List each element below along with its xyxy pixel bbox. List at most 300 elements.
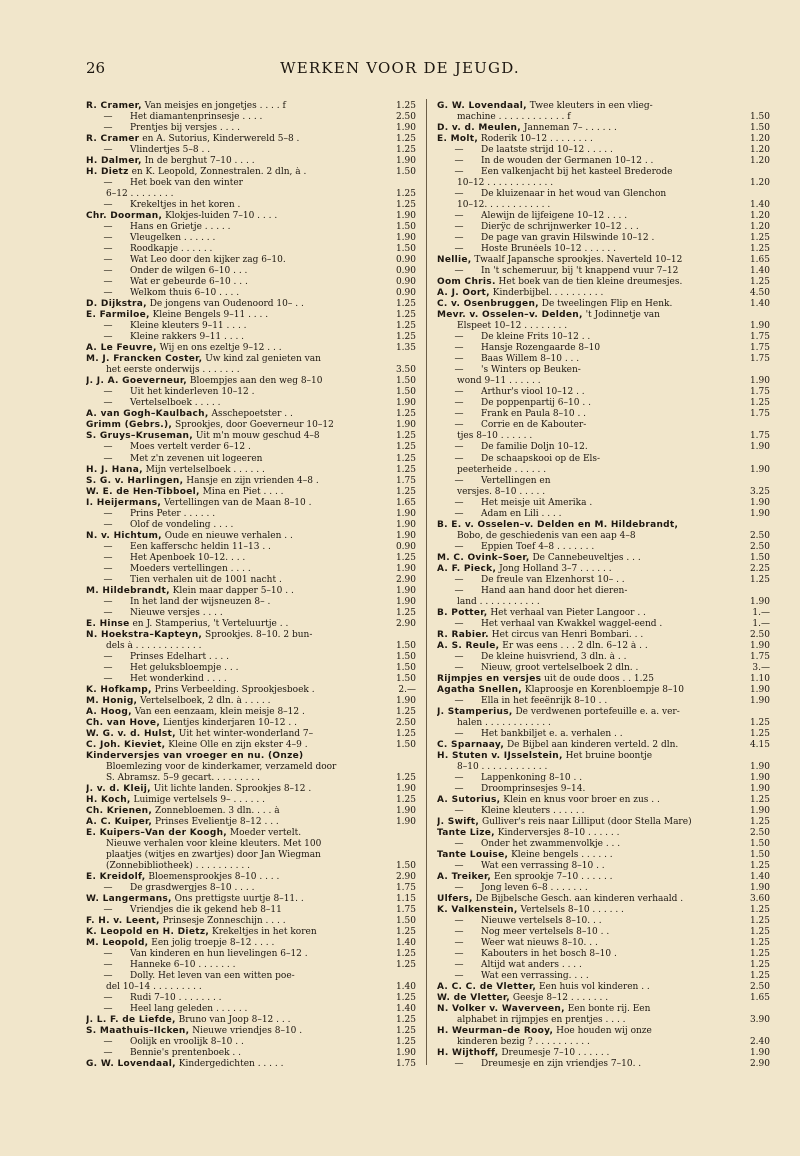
entry-text	[86, 354, 378, 365]
entry-author: A. C. C. de Vletter,	[437, 982, 537, 993]
entry-price: 1.25	[395, 607, 416, 618]
entry-text	[437, 553, 732, 564]
entry-text: — Een valkenjacht bij het kasteel Brederode	[454, 167, 673, 178]
entry-price: 1.25	[395, 310, 416, 321]
entry-title: Luimige vertelsels 9– . . . . . .	[133, 794, 265, 805]
entry-price: 2.90	[395, 618, 416, 629]
entry-author: C. Joh. Kieviet,	[86, 739, 166, 750]
entry-text	[437, 376, 732, 387]
entry-title: Het diamantenprinsesje . . . .	[130, 112, 263, 123]
entry-price: 1.25	[395, 189, 416, 200]
entry-title: Moes vertelt verder 6–12 .	[130, 442, 251, 453]
entry-title: Krekeltjes in het koren .	[130, 200, 241, 211]
catalogue-entry	[437, 553, 770, 564]
entry-title: del 10–14 . . . . . . . . .	[106, 982, 202, 993]
catalogue-entry	[86, 883, 416, 894]
entry-title: In het land der wijsneuzen 8– .	[130, 596, 271, 607]
entry-price: 1.25	[749, 916, 770, 927]
catalogue-entry	[437, 200, 770, 211]
entry-price: 1.25	[749, 244, 770, 255]
catalogue-entry	[86, 487, 416, 498]
entry-title: Dierÿc de schrijnwerker 10–12 . . .	[481, 222, 639, 233]
entry-price: 1.90	[395, 519, 416, 530]
entry-title: De kleine huisvriend, 3 dln. à . .	[481, 651, 627, 662]
entry-price: 1.25	[395, 927, 416, 938]
entry-price: 1.25	[395, 321, 416, 332]
entry-author: A. J. Oort,	[437, 288, 490, 299]
catalogue-entry	[437, 476, 770, 487]
catalogue-entry	[437, 465, 770, 476]
entry-author: W. E. de Hen-Tibboel,	[86, 486, 200, 497]
catalogue-entry	[86, 299, 416, 310]
entry-author: F. H. v. Leent,	[86, 916, 160, 927]
catalogue-entry	[86, 839, 416, 850]
entry-title: Weer wat nieuws 8–10. . .	[481, 938, 598, 949]
entry-author: K. Leopold en H. Dietz,	[86, 927, 210, 938]
entry-text: — Hans en Grietje . . . . .	[103, 222, 231, 233]
entry-author: J. L. F. de Liefde,	[86, 1015, 176, 1026]
entry-price: 1.15	[395, 894, 416, 905]
entry-price: 1.25	[395, 486, 416, 497]
catalogue-entry	[437, 431, 770, 442]
entry-price: 1.90	[395, 817, 416, 828]
entry-price: 2.50	[749, 982, 770, 993]
entry-price: 1.50	[395, 651, 416, 662]
entry-text	[86, 982, 378, 993]
entry-text: — Het Apenboek 10–12. . . .	[103, 552, 246, 563]
entry-text	[86, 828, 378, 839]
entry-text: — Tien verhalen uit de 1001 nacht .	[103, 574, 282, 585]
entry-price: 1.25	[395, 299, 416, 310]
catalogue-entry	[437, 167, 770, 178]
entry-text	[86, 1059, 378, 1070]
catalogue-entry	[86, 134, 416, 145]
entry-title: Het verhaal van Kwakkel waggel-eend .	[481, 618, 663, 629]
catalogue-entry	[86, 971, 416, 982]
entry-text: — Alewijn de lijfeigene 10–12 . . . .	[454, 211, 628, 222]
entry-text	[86, 641, 378, 652]
entry-price: 2.50	[749, 828, 770, 839]
entry-text: — Wat Leo door den kijker zag 6–10.	[103, 255, 286, 266]
entry-title: 8–10 . . . . . . . . . . . .	[457, 761, 548, 772]
entry-title: S. Abramsz. 5–9 gecart. . . . . . . . .	[106, 772, 260, 783]
entry-text	[437, 101, 732, 112]
catalogue-entry	[437, 982, 770, 993]
entry-text: — Dolly. Het leven van een witten poe-	[103, 971, 295, 982]
entry-author: R. Rabier.	[437, 629, 489, 640]
catalogue-entry	[86, 1037, 416, 1048]
entry-text: — Wat een verrassing 8–10 . .	[454, 861, 605, 872]
entry-text: — De page van gravin Hilswinde 10–12 .	[454, 233, 655, 244]
entry-text	[437, 982, 732, 993]
catalogue-entry	[86, 586, 416, 597]
entry-title: Vleugelken . . . . . .	[130, 233, 216, 244]
entry-price: 1.40	[749, 872, 770, 883]
entry-author: W. de Vletter,	[437, 993, 511, 1004]
left-column	[86, 101, 416, 1070]
entry-price: 1.90	[395, 596, 416, 607]
entry-price: 3.—	[752, 662, 770, 673]
entry-author: D. v. d. Meulen,	[437, 123, 521, 134]
entry-price: 1.90	[395, 123, 416, 134]
entry-price: 3.90	[749, 1015, 770, 1026]
entry-title: Frank en Paula 8–10 . .	[481, 409, 587, 420]
entry-price: 2.—	[398, 684, 416, 695]
entry-title: Kinderbijbel. . . . . . . . . .	[492, 288, 604, 299]
catalogue-entry	[437, 564, 770, 575]
entry-price: 1.25	[395, 453, 416, 464]
entry-author: Chr. Doorman,	[86, 211, 163, 222]
entry-text: — Rudi 7–10 . . . . . . . .	[103, 993, 222, 1004]
entry-author: S. Gruys–Kruseman,	[86, 431, 193, 442]
entry-text: — Heel lang geleden . . . . . .	[103, 1004, 248, 1015]
catalogue-entry	[86, 431, 416, 442]
entry-text	[437, 872, 732, 883]
entry-text	[86, 751, 378, 762]
catalogue-entry	[86, 376, 416, 387]
entry-price: 1.20	[749, 211, 770, 222]
entry-price: 2.50	[395, 717, 416, 728]
entry-title: Er was eens . . . 2 dln. 6–12 à . .	[502, 640, 648, 651]
entry-text	[86, 420, 378, 431]
entry-price: 1.20	[749, 222, 770, 233]
entry-price: 1.35	[395, 343, 416, 354]
entry-title: Droomprinsesjes 9–14.	[481, 783, 586, 794]
entry-text: — Ella in het feeënrijk 8–10 . .	[454, 695, 608, 706]
entry-author: B. E. v. Osselen–v. Delden en M. Hildebrandt,	[437, 519, 679, 530]
entry-author: A. C. Kuiper,	[86, 817, 153, 828]
entry-price: 1.50	[395, 167, 416, 178]
catalogue-entry	[437, 343, 770, 354]
entry-title: halen . . . . . . . . . . . .	[457, 717, 551, 728]
catalogue-entry	[437, 288, 770, 299]
entry-text: — Prinses Edelhart . . . .	[103, 651, 229, 662]
entry-price: 1.90	[749, 772, 770, 783]
entry-text: — 's Winters op Beuken-	[454, 365, 581, 376]
entry-text	[86, 894, 378, 905]
catalogue-entry	[437, 674, 770, 685]
entry-price: 1.90	[749, 695, 770, 706]
catalogue-entry	[437, 993, 770, 1004]
entry-title: Hoste Brunéels 10–12 . . . . . .	[481, 244, 616, 255]
entry-text	[437, 608, 732, 619]
entry-text: — Oolijk en vroolijk 8–10 . .	[103, 1037, 244, 1048]
entry-text	[437, 718, 732, 729]
catalogue-entry	[86, 597, 416, 608]
entry-price: 1.90	[749, 596, 770, 607]
entry-text: — Nieuw, groot vertelselboek 2 dln. .	[454, 662, 639, 673]
entry-author: E. Molt,	[437, 134, 479, 145]
entry-text: — In de wouden der Germanen 10–12 . .	[454, 156, 654, 167]
catalogue-entry	[86, 454, 416, 465]
catalogue-entry	[86, 288, 416, 299]
entry-price: 1.25	[395, 101, 416, 111]
entry-text	[437, 751, 732, 762]
entry-title: Hansje en zijn vrienden 4–8 .	[186, 475, 319, 486]
entry-price: 1.50	[395, 222, 416, 233]
catalogue-entry	[437, 1048, 770, 1059]
entry-title: Nieuwe vriendjes 8–10 .	[192, 1026, 303, 1037]
catalogue-entry	[86, 476, 416, 487]
entry-title: Wat Leo door den kijker zag 6–10.	[130, 255, 286, 266]
entry-text: — Lappenkoning 8–10 . .	[454, 772, 583, 783]
catalogue-entry	[86, 409, 416, 420]
entry-title: Dreumesje en zijn vriendjes 7–10. .	[481, 1059, 642, 1070]
catalogue-entry	[437, 861, 770, 872]
entry-price: 1.90	[749, 376, 770, 387]
entry-text	[86, 916, 378, 927]
catalogue-entry	[86, 696, 416, 707]
entry-title: Prinsesje Zonneschijn . . . .	[162, 916, 286, 927]
entry-text: — Wat een verrassing. . . .	[454, 971, 589, 982]
entry-text	[437, 1037, 732, 1048]
entry-author: E. Hinse	[86, 618, 130, 629]
entry-title: plaatjes (witjes en zwartjes) door Jan Wiegman	[106, 850, 321, 861]
catalogue-entry	[437, 1026, 770, 1037]
entry-text: — Welkom thuis 6–10 . . . .	[103, 288, 240, 299]
entry-text: — Droomprinsesjes 9–14.	[454, 783, 586, 794]
entry-price: 1.25	[749, 794, 770, 805]
entry-author: H. Dietz	[86, 167, 129, 178]
entry-text	[437, 828, 732, 839]
entry-author: S. Maathuis–Ilcken,	[86, 1026, 190, 1037]
entry-text: — Jong leven 6–8 . . . . . . .	[454, 883, 588, 894]
entry-text: — De familie Doljn 10–12.	[454, 442, 588, 453]
entry-text	[437, 465, 732, 476]
entry-title: In 't schemeruur, bij 't knappend vuur 7–12	[481, 266, 679, 277]
entry-price: 1.25	[395, 431, 416, 442]
entry-title: Vertellingen van de Maan 8–10 .	[163, 497, 312, 508]
entry-author: N. Hoekstra–Kapteyn,	[86, 629, 203, 640]
entry-title: Vriendjes die ik gekend heb 8–11	[130, 905, 282, 916]
entry-price: 1.40	[395, 1004, 416, 1015]
entry-title: Twaalf Japansche sprookjes. Naverteld 10–12	[474, 255, 683, 266]
entry-price: 1.25	[395, 464, 416, 475]
entry-title: In de berghut 7–10 . . . .	[144, 156, 255, 167]
catalogue-entry	[437, 332, 770, 343]
entry-price: 1.90	[749, 464, 770, 475]
entry-text	[437, 112, 732, 123]
entry-text	[86, 839, 378, 850]
catalogue-entry	[437, 233, 770, 244]
entry-text	[437, 321, 732, 332]
entry-title: Oolijk en vroolijk 8–10 . .	[130, 1037, 244, 1048]
catalogue-entry	[86, 167, 416, 178]
entry-title: Sprookjes, door Goeverneur 10–12	[174, 420, 334, 431]
entry-author: A. van Gogh–Kaulbach,	[86, 409, 209, 420]
entry-title: Olof de vondeling . . . .	[130, 519, 234, 530]
entry-price: 1.90	[749, 783, 770, 794]
entry-text	[86, 729, 378, 740]
entry-text	[437, 531, 732, 542]
entry-price: 1.25	[395, 134, 416, 145]
catalogue-entry	[437, 531, 770, 542]
entry-text: — Roodkapje . . . . . .	[103, 244, 213, 255]
entry-title: Bobo, de geschiedenis van een aap 4–8	[457, 530, 636, 541]
entry-title: Tien verhalen uit de 1001 nacht .	[130, 574, 282, 585]
entry-title: Prinses Evelientje 8–12 . . .	[155, 817, 279, 828]
entry-price: 1.25	[749, 398, 770, 409]
entry-price: 1.25	[749, 728, 770, 739]
catalogue-entry	[86, 211, 416, 222]
entry-price: 1.10	[749, 673, 770, 684]
entry-text: — Frank en Paula 8–10 . .	[454, 409, 587, 420]
entry-title: 't Jodinnetje van	[585, 310, 660, 321]
entry-text	[86, 861, 378, 872]
left-column-entries	[86, 101, 416, 1070]
entry-price: 1.75	[749, 409, 770, 420]
entry-text: — Prins Peter . . . . . .	[103, 508, 216, 519]
catalogue-entry	[437, 266, 770, 277]
entry-author: Tante Louise,	[437, 850, 509, 861]
entry-title: Altijd wat anders . . . .	[481, 960, 582, 971]
entry-price: 2.50	[395, 112, 416, 123]
entry-text	[86, 707, 378, 718]
entry-price: 1.65	[749, 993, 770, 1004]
entry-author: M. C. Ovink–Soer,	[437, 552, 530, 563]
entry-text	[86, 343, 378, 354]
entry-price: 1.25	[749, 949, 770, 960]
entry-price: 1.90	[395, 563, 416, 574]
entry-price: 1.25	[749, 905, 770, 916]
entry-title: Krekeltjes in het koren	[211, 927, 317, 938]
catalogue-entry	[437, 960, 770, 971]
entry-author: J. v. d. Kleij,	[86, 783, 151, 794]
catalogue-entry	[437, 123, 770, 134]
entry-title: (Zonnebibliotheek) . . . . . . . . . .	[106, 861, 250, 872]
entry-price: 1.90	[395, 783, 416, 794]
entry-author: J. J. A. Goeverneur,	[86, 376, 188, 387]
entry-text	[437, 674, 732, 685]
entry-price: 1.65	[749, 255, 770, 266]
entry-text: — De poppenpartij 6–10 . .	[454, 398, 591, 409]
entry-text: — De laatste strijd 10–12 . . . . .	[454, 145, 613, 156]
catalogue-entry	[86, 189, 416, 200]
entry-text	[86, 795, 378, 806]
entry-title: Dreumesje 7–10 . . . . . .	[501, 1048, 610, 1059]
entry-text	[86, 696, 378, 707]
entry-price: 1.90	[395, 1048, 416, 1059]
catalogue-entry	[437, 1015, 770, 1026]
entry-title: Vertellingen en	[481, 475, 551, 486]
entry-text	[437, 685, 732, 696]
entry-text	[86, 156, 378, 167]
entry-title: Een huis vol kinderen . .	[538, 982, 650, 993]
entry-price: 1.25	[749, 233, 770, 244]
entry-price: 1.75	[395, 905, 416, 916]
catalogue-entry	[86, 740, 416, 751]
entry-text	[86, 938, 378, 949]
entry-text: — Olof de vondeling . . . .	[103, 519, 234, 530]
entry-author: Nellie,	[437, 255, 472, 266]
catalogue-entry	[86, 1059, 416, 1070]
entry-title: alphabet in rijmpjes en prentjes . . . .	[457, 1015, 626, 1026]
entry-price: 1.75	[395, 883, 416, 894]
entry-text	[437, 134, 732, 145]
entry-price: 1.20	[749, 145, 770, 156]
entry-price: 1.75	[749, 651, 770, 662]
entry-price: 1.65	[395, 497, 416, 508]
entry-title: De tweelingen Flip en Henk.	[541, 299, 673, 310]
catalogue-entry	[437, 597, 770, 608]
entry-text: — In het land der wijsneuzen 8– .	[103, 596, 271, 607]
entry-title: Gulliver's reis naar Lilliput (door Stella Mare)	[482, 817, 692, 828]
entry-title: Janneman 7– . . . . . .	[523, 123, 617, 134]
entry-title: Prentjes bij versjes . . . .	[130, 123, 240, 134]
entry-author: Mevr. v. Osselen–v. Delden,	[437, 310, 583, 321]
entry-author: E. Kuipers–Van der Koogh,	[86, 828, 228, 839]
entry-title: Elspeet 10–12 . . . . . . . .	[457, 321, 568, 332]
catalogue-entry	[86, 266, 416, 277]
entry-text	[86, 531, 378, 542]
entry-title: Kabouters in het bosch 8–10 .	[481, 949, 617, 960]
entry-price: 1.50	[749, 850, 770, 861]
entry-price: 1.90	[749, 508, 770, 519]
entry-price: 1.25	[749, 817, 770, 828]
entry-title: De freule van Elzenhorst 10– . .	[481, 574, 625, 585]
catalogue-entry	[437, 365, 770, 376]
entry-title: Mijn vertelselboek . . . . . .	[145, 464, 265, 475]
entry-price: 1.90	[749, 497, 770, 508]
entry-author: D. Dijkstra,	[86, 299, 147, 310]
entry-text	[437, 487, 732, 498]
catalogue-entry	[437, 663, 770, 674]
entry-price: 1.75	[749, 332, 770, 343]
entry-author: W. G. v. d. Hulst,	[86, 728, 176, 739]
entry-text	[437, 277, 732, 288]
entry-title: Heel lang geleden . . . . . .	[130, 1004, 248, 1015]
entry-title: Van meisjes en jongetjes . . . . f	[144, 101, 286, 111]
entry-price: 1.75	[395, 475, 416, 486]
entry-text	[437, 288, 732, 299]
catalogue-entry	[86, 674, 416, 685]
entry-title: Lappenkoning 8–10 . .	[481, 772, 583, 783]
catalogue-entry	[437, 442, 770, 453]
entry-title: Van een eenzaam, klein meisje 8–12 .	[134, 706, 305, 717]
entry-price: 1.40	[749, 266, 770, 277]
entry-title: Een jolig troepje 8–12 . . . .	[151, 938, 275, 949]
entry-title: De Cannebeuveltjes . . .	[532, 552, 641, 563]
entry-text	[437, 1026, 732, 1037]
entry-text: — Onder het zwammenvolkje . . .	[454, 839, 621, 850]
entry-price: 1.50	[749, 552, 770, 563]
catalogue-entry	[86, 762, 416, 773]
catalogue-entry	[86, 277, 416, 288]
entry-price: 1.50	[395, 376, 416, 387]
entry-author: C. v. Osenbruggen,	[437, 299, 539, 310]
entry-text	[86, 718, 378, 729]
catalogue-entry	[86, 718, 416, 729]
entry-text: — De kleine huisvriend, 3 dln. à . .	[454, 651, 627, 662]
entry-text	[86, 167, 378, 178]
entry-price: 1.50	[395, 387, 416, 398]
entry-title: en J. Stamperius, 't Verteluurtje . .	[132, 618, 289, 629]
entry-title: Het bruine boontje	[565, 750, 653, 761]
catalogue-entry	[86, 850, 416, 861]
catalogue-entry	[86, 112, 416, 123]
entry-text: — Adam en Lili . . . .	[454, 508, 562, 519]
catalogue-entry	[437, 409, 770, 420]
entry-title: Welkom thuis 6–10 . . . .	[130, 288, 240, 299]
entry-price: 1.25	[395, 1015, 416, 1026]
entry-title: De laatste strijd 10–12 . . . . .	[481, 145, 613, 156]
entry-text	[86, 498, 378, 509]
entry-price: 1.25	[749, 960, 770, 971]
entry-price: 1.90	[749, 806, 770, 816]
entry-author: M. J. Francken Coster,	[86, 354, 203, 365]
entry-text	[437, 993, 732, 1004]
entry-text: — In 't schemeruur, bij 't knappend vuur 7–12	[454, 266, 679, 277]
